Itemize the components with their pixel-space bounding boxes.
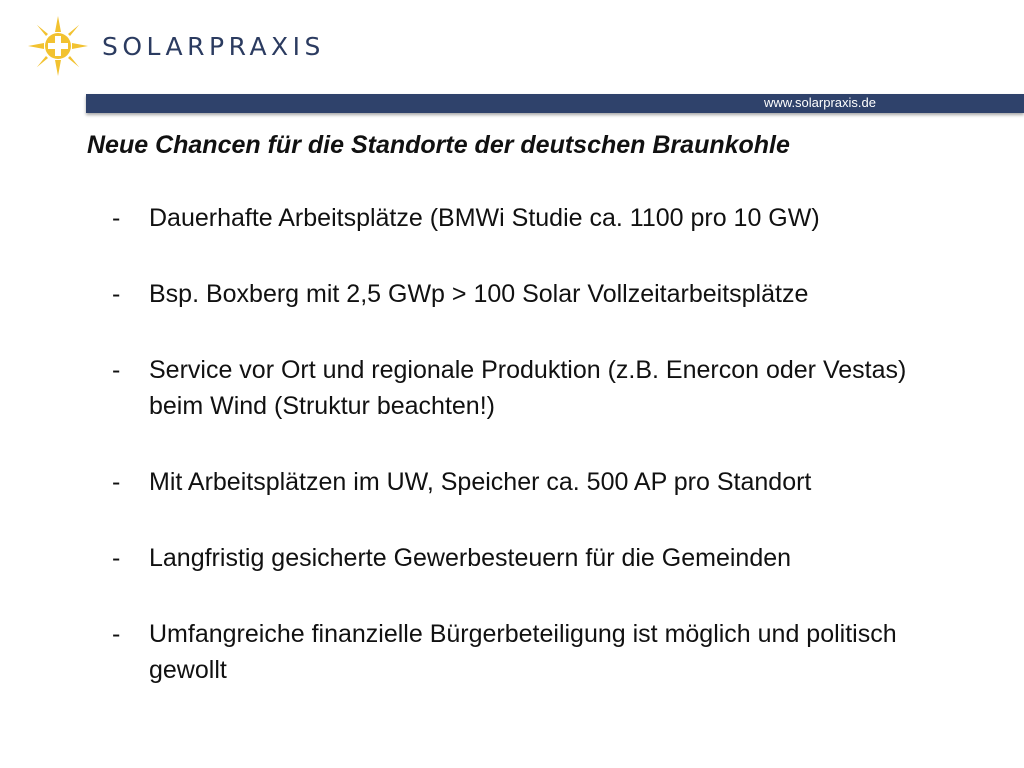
bullet-item [112,616,932,688]
bullet-item [112,200,932,236]
bullet-text: Service vor Ort und regionale Produktion (z.B. Enercon oder Vestas) beim Wind (Struktur beachten!) [149,356,907,420]
bullet-list [112,200,932,728]
website-url[interactable]: www.solarpraxis.de [764,95,876,110]
bullet-text: Mit Arbeitsplätzen im UW, Speicher ca. 500 AP pro Standort [149,468,812,496]
bullet-item [112,276,932,312]
sun-logo-icon [26,14,90,78]
bullet-item [112,464,932,500]
bullet-marker: - [112,204,121,232]
bullet-item [112,352,932,424]
bullet-item [112,540,932,576]
bullet-text: Bsp. Boxberg mit 2,5 GWp > 100 Solar Vollzeitarbeitsplätze [149,280,809,308]
bullet-text: Dauerhafte Arbeitsplätze (BMWi Studie ca. 1100 pro 10 GW) [149,204,820,232]
logo-wordmark: SOLARPRAXIS [102,31,325,61]
bullet-marker: - [112,544,121,572]
bullet-text: Langfristig gesicherte Gewerbesteuern für die Gemeinden [149,544,792,572]
header-bar [86,94,1024,113]
bullet-marker: - [112,280,121,308]
solarpraxis-logo [26,14,325,78]
bullet-marker: - [112,468,121,496]
bullet-marker: - [112,356,121,384]
bullet-marker: - [112,620,121,648]
slide-title: Neue Chancen für die Standorte der deutschen Braunkohle [87,131,790,159]
bullet-text: Umfangreiche finanzielle Bürgerbeteiligung ist möglich und politisch gewollt [149,620,897,684]
